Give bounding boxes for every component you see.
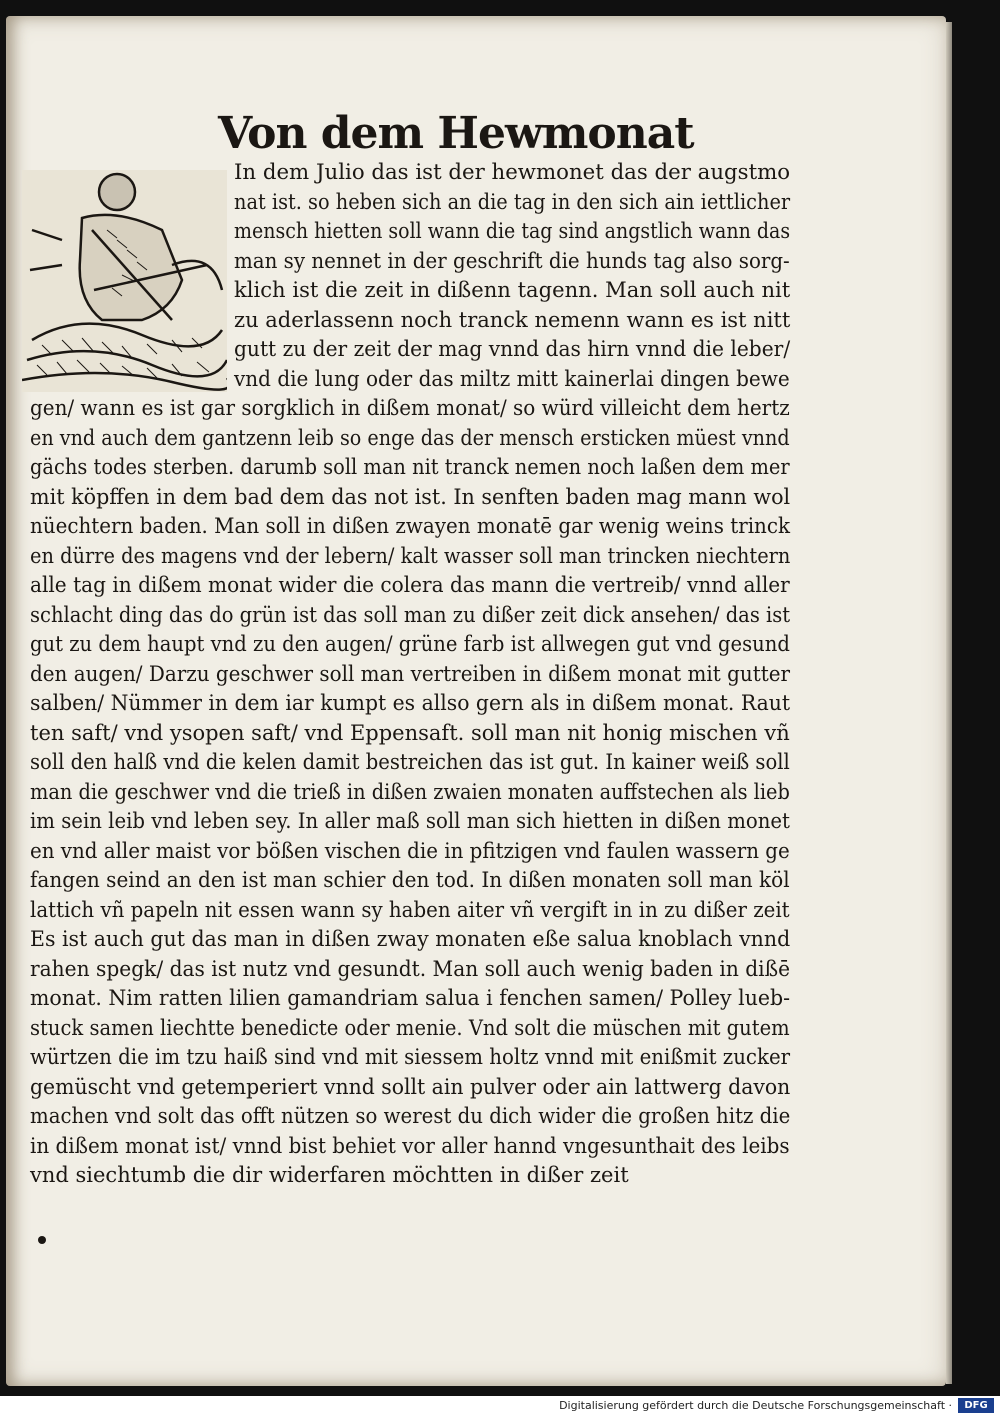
text-line: stuck samen liechtte benedicte oder menie. Vnd solt die müschen mit gutem [30,1015,790,1040]
text-line: im sein leib vnd leben sey. In aller maß soll man sich hietten in dißen monet [30,809,790,833]
text-line: den augen/ Darzu geschwer soll man vertreiben in dißem monat mit gutter [30,661,791,686]
text-line: vnd die lung oder das miltz mitt kainerlai dingen bewe [234,366,790,391]
dfg-logo: DFG [958,1398,994,1413]
footer-credit: Digitalisierung gefördert durch die Deutsche Forschungsgemeinschaft · [559,1399,952,1412]
footer-bar [0,1396,1000,1417]
page-dot [38,1236,46,1244]
text-line: en dürre des magens vnd der lebern/ kalt wasser soll man trincken niechtern [30,543,791,568]
text-line: klich ist die zeit in dißenn tagenn. Man soll auch nit [234,278,791,302]
text-line: en vnd aller maist vor bößen vischen die in pfitzigen vnd faulen wassern ge [30,838,790,863]
text-line: lattich vñ papeln nit essen wann sy haben aiter vñ vergift in in zu dißer zeit [30,897,790,922]
text-line: würtzen die im tzu haiß sind vnd mit siessem holtz vnnd mit enißmit zucker [30,1045,791,1069]
text-line: schlacht ding das do grün ist das soll man zu dißer zeit dick ansehen/ das ist [30,602,791,627]
text-line: ten saft/ vnd ysopen saft/ vnd Eppensaft. soll man nit honig mischen vñ [30,720,790,745]
text-line: nat ist. so heben sich an die tag in den sich ain iettlicher [234,189,791,214]
text-line: In dem Julio das ist der hewmonet das der augstmo [234,160,791,184]
text-line: salben/ Nümmer in dem iar kumpt es allso gern als in dißem monat. Raut [30,691,791,715]
text-line: Es ist auch gut das man in dißen zway monaten eße salua knoblach vnnd [30,927,791,951]
page-edge [946,22,952,1384]
text-line: fangen seind an den ist man schier den tod. In dißen monaten soll man köl [30,868,790,892]
text-line: en vnd auch dem gantzenn leib so enge das der mensch ersticken müest vnnd [30,425,790,450]
text-line: in dißem monat ist/ vnnd bist behiet vor aller hannd vngesunthait des leibs [30,1133,790,1158]
text-line: man sy nennet in der geschrift die hunds tag also sorg- [234,248,790,273]
page-heading: Von dem Hewmonat [218,108,694,159]
text-line: rahen spegk/ das ist nutz vnd gesundt. Man soll auch wenig baden in dißē [30,956,791,981]
text-line: mit köpffen in dem bad dem das not ist. In senften baden mag mann wol [30,484,791,509]
text-line: gutt zu der zeit der mag vnnd das hirn vnnd die leber/ [234,337,791,361]
text-line: soll den halß vnd die kelen damit bestreichen das ist gut. In kainer weiß soll [30,750,790,774]
text-line: monat. Nim ratten lilien gamandriam salua i fenchen samen/ Polley lueb- [30,986,791,1010]
text-line: machen vnd solt das offt nützen so werest du dich wider die großen hitz die [30,1104,791,1128]
text-line: nüechtern baden. Man soll in dißen zwayen monatē gar wenig weins trinck [30,514,791,538]
woodcut-illustration [22,170,227,392]
text-line: zu aderlassenn noch tranck nemenn wann es ist nitt [234,307,791,332]
text-line: gen/ wann es ist gar sorgklich in dißem monat/ so würd villeicht dem hertz [30,396,790,420]
text-line: alle tag in dißem monat wider die colera das mann die vertreib/ vnnd aller [30,573,790,597]
text-line: mensch hietten soll wann die tag sind angstlich wann das [234,219,791,243]
text-line: man die geschwer vnd die trieß in dißen zwaien monaten auffstechen als lieb [30,779,790,804]
text-line: gächs todes sterben. darumb soll man nit tranck nemen noch laßen dem mer [30,455,790,479]
text-line: gut zu dem haupt vnd zu den augen/ grüne farb ist allwegen gut vnd gesund [30,632,790,656]
text-line: vnd siechtumb die dir widerfaren möchtten in dißer zeit [30,1163,629,1187]
text-line: gemüscht vnd getemperiert vnnd sollt ain pulver oder ain lattwerg davon [30,1074,791,1099]
